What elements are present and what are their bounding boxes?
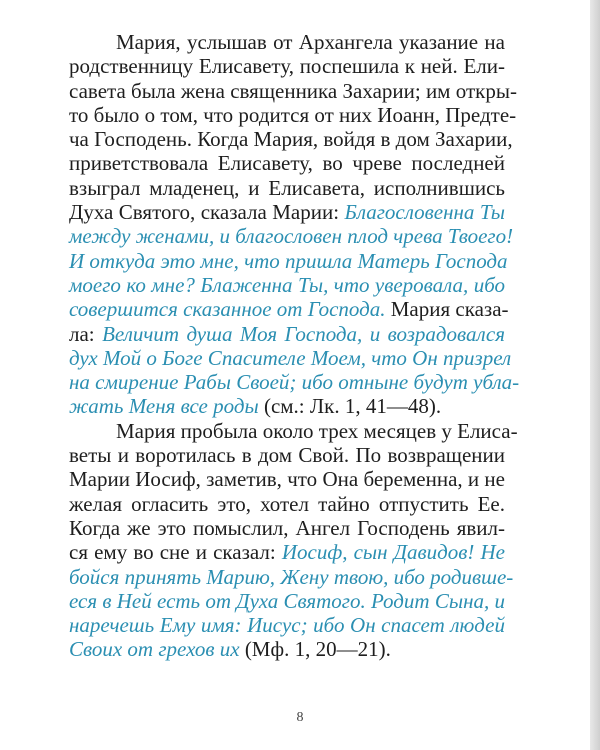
text-line bbox=[69, 102, 517, 127]
page-number: 8 bbox=[296, 710, 304, 725]
text-line bbox=[69, 467, 505, 491]
text-line bbox=[69, 30, 505, 54]
text-line bbox=[69, 492, 505, 516]
text-segment: Когда же это помыслил, Ангел Господень явил- bbox=[69, 515, 505, 540]
scripture-quote: Величит душа Моя Господа, и возрадовался bbox=[102, 321, 505, 346]
text-segment: родственницу Елисавету, поспешила к ней. Ели- bbox=[69, 54, 505, 79]
text-line bbox=[69, 345, 512, 370]
text-segment: (Мф. 1, 20—21). bbox=[239, 637, 391, 662]
text-segment: то было о том, что родится от них Иоанн, Предте- bbox=[69, 102, 517, 127]
page-edge-shadow bbox=[590, 0, 600, 750]
text-line bbox=[69, 637, 505, 661]
scripture-quote: И откуда это мне, что пришла Матерь Господа bbox=[69, 248, 508, 273]
text-segment: взыграл младенец, и Елисавета, исполнившись bbox=[69, 175, 505, 200]
scripture-quote: моего ко мне? Блаженна Ты, что уверовала, ибо bbox=[69, 272, 505, 297]
text-segment: Марии Иосиф, заметив, что Она беременна, и не bbox=[69, 467, 505, 492]
scripture-quote: Своих от грехов их bbox=[69, 637, 240, 662]
scripture-quote: жать Меня все роды bbox=[69, 394, 259, 419]
text-segment: веты и воротилась в дом Свой. По возвращении bbox=[69, 443, 505, 468]
text-segment: Мария, услышав от Архангела указание на bbox=[116, 30, 505, 54]
text-segment: ла: bbox=[69, 321, 103, 346]
text-line bbox=[69, 394, 505, 418]
text-segment: Мария пробыла около трех месяцев у Елиса- bbox=[116, 418, 518, 443]
text-line bbox=[69, 322, 505, 346]
text-line bbox=[69, 370, 520, 395]
text-segment: Мария сказа- bbox=[385, 297, 509, 322]
text-segment: ся ему во сне и сказал: bbox=[69, 540, 282, 565]
text-line bbox=[69, 516, 505, 540]
scripture-quote: совершится сказанное от Господа. bbox=[69, 297, 386, 322]
text-line bbox=[69, 151, 505, 175]
text-line bbox=[69, 224, 514, 249]
text-line bbox=[69, 273, 505, 297]
text-line bbox=[69, 443, 505, 467]
scripture-quote: наречешь Ему имя: Иисус; ибо Он спасет людей bbox=[69, 613, 505, 638]
text-line bbox=[69, 297, 509, 322]
scripture-quote: на смирение Рабы Своей; ибо отныне будут ублa- bbox=[69, 370, 520, 395]
text-line bbox=[69, 54, 505, 78]
body-text bbox=[69, 30, 520, 662]
text-line bbox=[69, 589, 505, 613]
scripture-quote: дух Мой о Боге Спасителе Моем, что Он призрел bbox=[69, 345, 512, 370]
text-line bbox=[69, 78, 517, 103]
text-segment: приветствовала Елисавету, во чреве последней bbox=[69, 151, 505, 176]
text-segment: Духа Святого, сказала Марии: bbox=[69, 200, 345, 225]
scripture-quote: между женами, и благословен плод чрева Твоего! bbox=[69, 224, 514, 249]
text-line bbox=[69, 248, 508, 273]
text-segment: ча Господень. Когда Мария, войдя в дом Захарии, bbox=[69, 127, 513, 152]
text-line bbox=[69, 540, 505, 564]
text-line bbox=[69, 418, 518, 443]
scripture-quote: бойся принять Марию, Жену твою, ибо родивше- bbox=[69, 564, 514, 589]
text-line bbox=[69, 200, 505, 224]
text-line bbox=[69, 127, 513, 152]
text-line bbox=[69, 613, 505, 637]
scripture-quote: Благословенна Ты bbox=[344, 200, 505, 225]
text-segment: савета была жена священника Захарии; им откры- bbox=[69, 78, 517, 103]
text-line bbox=[69, 176, 505, 200]
text-segment: (см.: Лк. 1, 41—48). bbox=[258, 394, 442, 419]
text-segment: желая огласить это, хотел тайно отпустить Ее. bbox=[69, 491, 505, 516]
text-line bbox=[69, 564, 514, 589]
scripture-quote: Иосиф, сын Давидов! Не bbox=[281, 540, 505, 565]
scripture-quote: еся в Ней есть от Духа Святого. Родит Сына, и bbox=[69, 588, 505, 613]
